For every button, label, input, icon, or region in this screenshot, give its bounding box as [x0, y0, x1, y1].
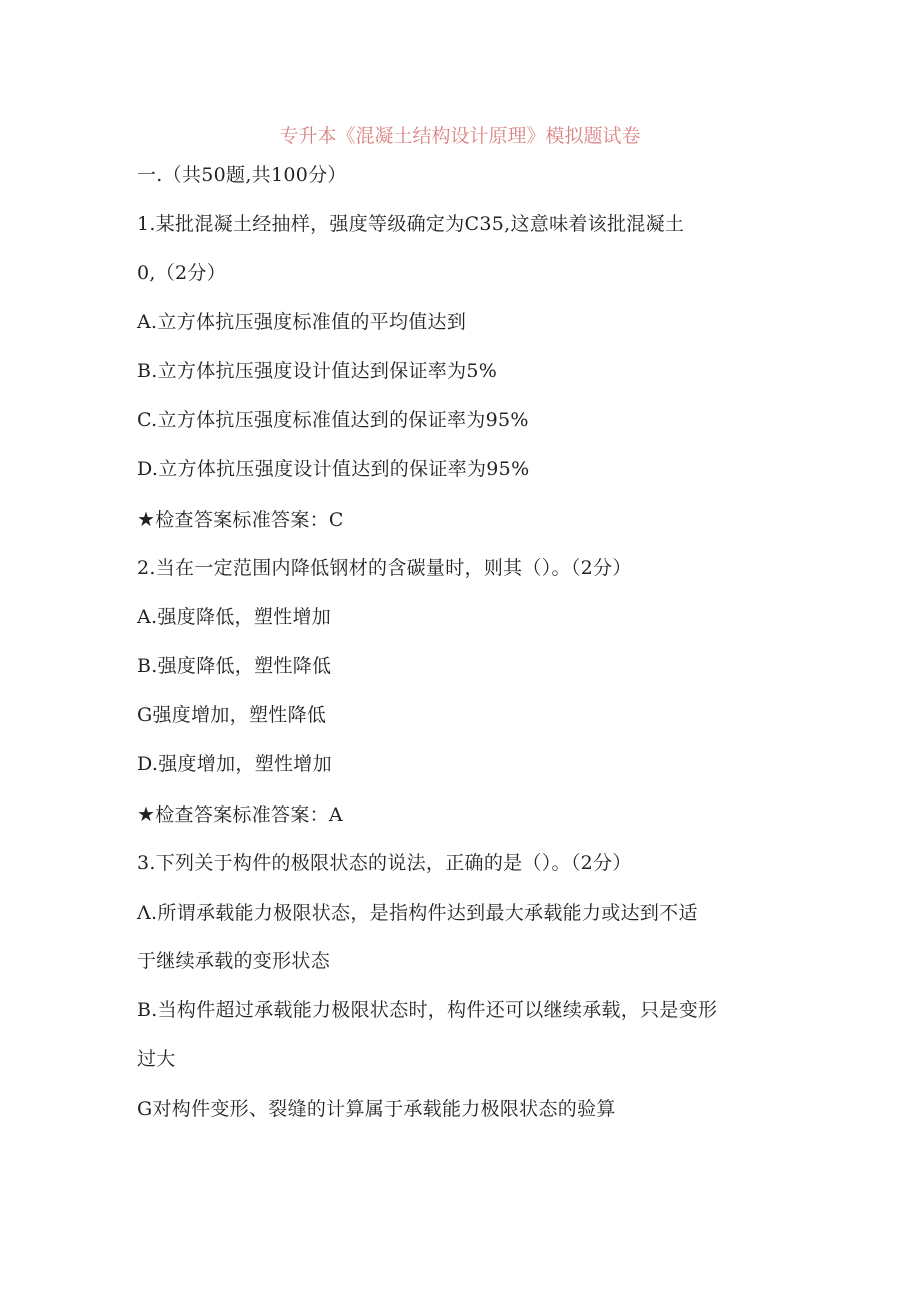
q2-option-a: A.强度降低，塑性增加 [137, 606, 332, 628]
q3-option-b-line1: B.当构件超过承载能力极限状态时，构件还可以继续承载，只是变形 [137, 999, 718, 1021]
q2-answer [137, 800, 797, 829]
q3-option-a-line2: 于继续承载的变形状态 [137, 950, 331, 972]
section-header: 一.（共50题,共100分） [137, 164, 347, 186]
q2-answer-text: 检查答案标准答案：A [155, 804, 343, 826]
q1-option-a: A.立方体抗压强度标准值的平均值达到 [137, 311, 467, 333]
q3-option-c: G对构件变形、裂缝的计算属于承载能力极限状态的验算 [137, 1098, 616, 1120]
q2-option-c: G强度增加，塑性降低 [137, 704, 327, 726]
q1-stem-line1: 1.某批混凝土经抽样，强度等级确定为C35,这意味着该批混凝土 [137, 213, 685, 235]
q2-option-d: D.强度增加，塑性增加 [137, 753, 332, 775]
q1-stem-line2: 0,（2分） [137, 262, 227, 284]
q1-answer [137, 505, 797, 534]
star-icon: ★ [137, 507, 156, 531]
q1-option-c: C.立方体抗压强度标准值达到的保证率为95% [137, 409, 529, 431]
q1-option-b: B.立方体抗压强度设计值达到保证率为5% [137, 360, 498, 382]
q3-option-b-line2: 过大 [137, 1048, 176, 1070]
q3-stem: 3.下列关于构件的极限状态的说法，正确的是（）。（2分） [137, 852, 632, 874]
q2-option-b: B.强度降低，塑性降低 [137, 655, 332, 677]
q1-answer-text: 检查答案标准答案：C [155, 509, 344, 531]
document-title: 专升本《混凝土结构设计原理》模拟题试卷 [279, 125, 641, 147]
q1-option-d: D.立方体抗压强度设计值达到的保证率为95% [137, 458, 530, 480]
q2-stem: 2.当在一定范围内降低钢材的含碳量时，则其（）。（2分） [137, 557, 632, 579]
star-icon: ★ [137, 802, 156, 826]
q3-option-a-line1: Λ.所谓承载能力极限状态，是指构件达到最大承载能力或达到不适 [137, 902, 698, 924]
